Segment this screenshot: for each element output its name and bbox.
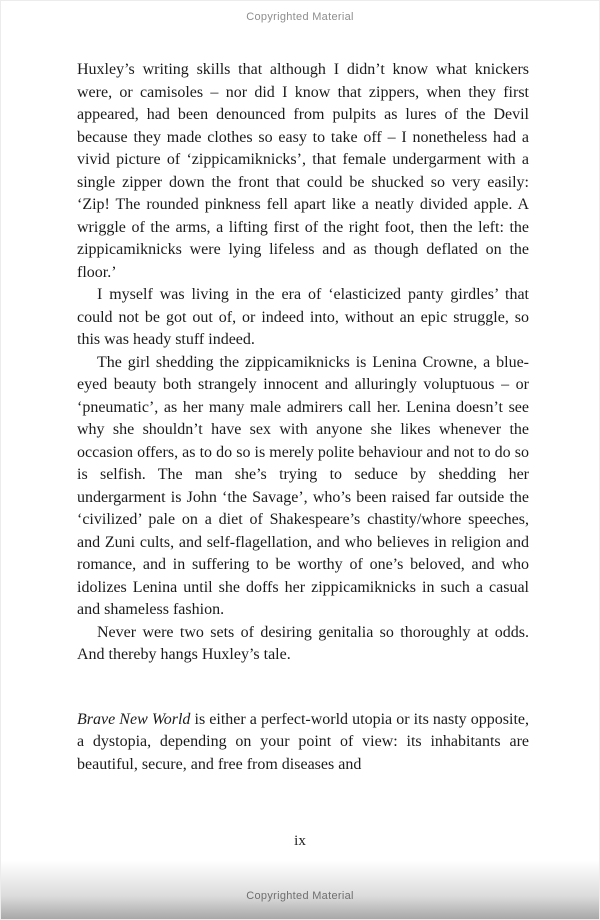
- copyright-notice-top: Copyrighted Material: [246, 11, 354, 23]
- paragraph: [77, 352, 529, 622]
- page-number: ix: [294, 833, 306, 849]
- page-text: [77, 59, 529, 776]
- paragraph-text: Never were two sets of desiring genitalia so thoroughly at odds. And thereby hangs Huxley’s tale.: [77, 623, 529, 663]
- paragraph-text: is either a perfect-world utopia or its nasty opposite, a dystopia, depending on your point of view: its inhabitants are beautiful, secure, and free from diseases and: [77, 710, 529, 773]
- paragraph-text: Huxley’s writing skills that although I didn’t know what knickers were, or camisoles – nor did I know that zippers, when they first appeared, had been denounced from pulpits as lures of the Devil because they made clothes so easy to take off – I nonetheless had a vivid picture of ‘zippicamiknicks’, that female undergarment with a single zipper down the front that could be shucked so very easily: ‘Zip! The rounded pinkness fell apart like a neatly divided apple. A wriggle of the arms, a lifting first of the right foot, then the left: the zippicamiknicks were lying lifeless and as though deflated on the floor.’: [77, 61, 529, 281]
- paragraph: [77, 622, 529, 667]
- book-title-italic: Brave New World: [77, 710, 191, 728]
- paragraph: [77, 284, 529, 352]
- paragraph: [77, 709, 529, 777]
- page-edge-shadow: [1, 861, 599, 919]
- paragraph-text: The girl shedding the zippicamiknicks is Lenina Crowne, a blue-eyed beauty both strangely innocent and alluringly voluptuous – or ‘pneumatic’, as her many male admirers call her. Lenina doesn’t see why she shouldn’t have sex with anyone she likes whenever the occasion offers, as to do so is merely polite behaviour and not to do so is selfish. The man she’s trying to seduce by shedding her undergarment is John ‘the Savage’, who’s been raised far outside the ‘civilized’ pale on a diet of Shakespeare’s chastity/whore speeches, and Zuni cults, and self-flagellation, and who believes in religion and romance, and in suffering to be worthy of one’s beloved, and who idolizes Lenina until she doffs her zippicamiknicks in such a casual and shameless fashion.: [77, 353, 529, 618]
- paragraph-text: I myself was living in the era of ‘elasticized panty girdles’ that could not be got out of, or indeed into, without an epic struggle, so this was heady stuff indeed.: [77, 286, 529, 348]
- copyright-notice-bottom: Copyrighted Material: [246, 890, 354, 902]
- paragraph: [77, 59, 529, 284]
